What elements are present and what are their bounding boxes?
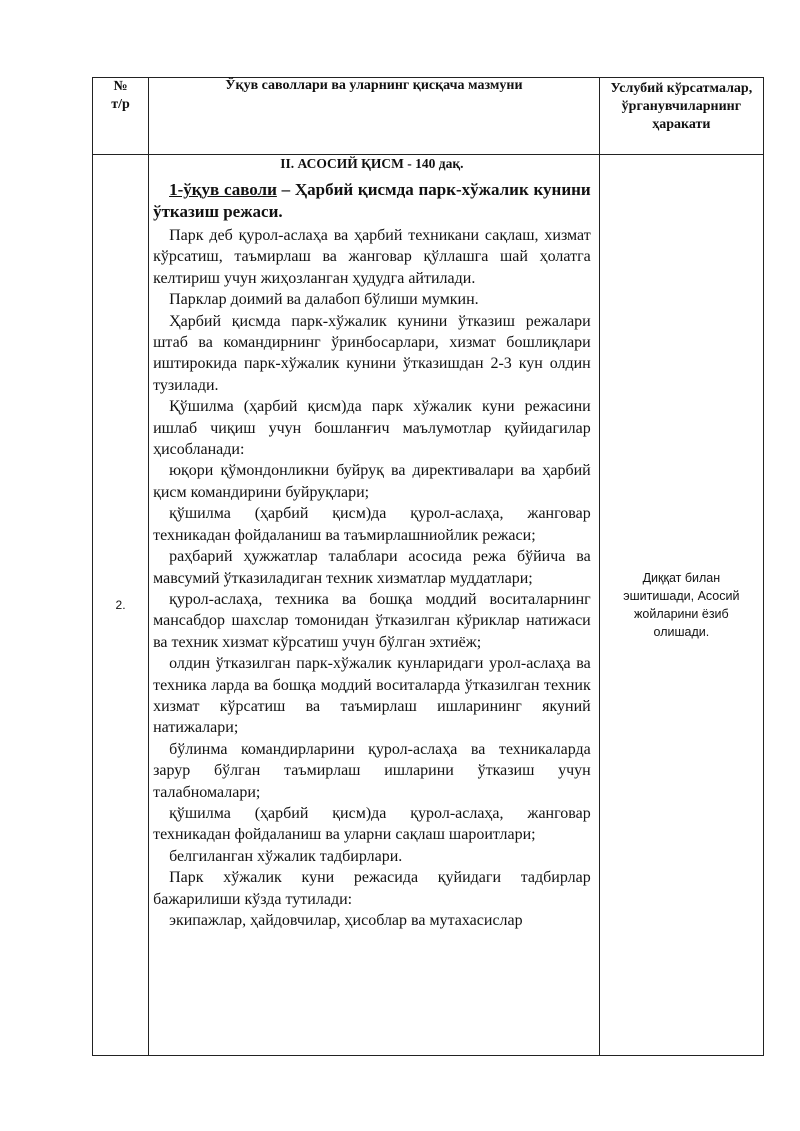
header-number-abbr: т/р — [111, 97, 130, 112]
list-item: қурол-аслаҳа, техника ва бошқа моддий воситаларнинг мансабдор шахслар томонидан ўтказилган кўриклар натижаси ва техник хизмат кўрсатиш учун бўлган эхтиёж; — [153, 590, 591, 651]
header-content: Ўқув саволлари ва уларнинг қисқача мазмуни — [149, 78, 600, 155]
content-cell — [149, 155, 600, 1056]
header-number-sign: № — [113, 79, 128, 94]
list-item: белгиланган хўжалик тадбирлари. — [169, 847, 403, 865]
paragraph: Ҳарбий қисмда парк-хўжалик кунини ўтказиш режалари штаб ва командирнинг ўринбосарлари, хизмат бошлиқлари иштирокида парк-хўжалик кунини ўтказишдан 2-3 кун олдин тузилади. — [153, 312, 591, 394]
method-note: Диққат билан эшитишади, Асосий жойларини ёзиб олишади. — [599, 155, 763, 1056]
header-number — [93, 78, 149, 155]
question-title — [153, 179, 591, 223]
question-text: Ҳарбий қисмда парк-хўжалик кунини ўтказиш режаси. — [153, 180, 591, 221]
lesson-plan-table — [92, 77, 764, 1056]
row-number: 2. — [93, 155, 149, 1056]
list-item: қўшилма (ҳарбий қисм)да қурол-аслаҳа, жанговар техникадан фойдаланиш ва уларни сақлаш шароитлари; — [153, 804, 591, 844]
table-row — [93, 155, 764, 1056]
paragraph: Парклар доимий ва далабоп бўлиши мумкин. — [169, 291, 479, 309]
list-item: юқори қўмондонликни буйруқ ва директивалари ва ҳарбий қисм командирини буйруқлари; — [153, 462, 591, 501]
paragraph: Қўшилма (ҳарбий қисм)да парк хўжалик куни режасини ишлаб чиқиш учун бошланғич маълумотлар қуйидагилар ҳисобланади: — [153, 398, 591, 459]
table-header-row — [93, 78, 764, 155]
paragraph: Парк деб қурол-аслаҳа ва ҳарбий техникани сақлаш, хизмат кўрсатиш, таъмирлаш ва жанговар қўллашга шай ҳолатга келтириш учун жиҳозланган ҳудудга айтилади. — [153, 227, 591, 287]
section-title: II. АСОСИЙ ҚИСМ - 140 дақ. — [280, 156, 464, 171]
list-item: раҳбарий ҳужжатлар талаблари асосида режа бўйича ва мавсумий ўтказиладиган техник хизматлар муддатлари; — [153, 548, 591, 587]
header-method: Услубий кўрсатмалар, ўрганувчиларнинг ҳаракати — [599, 78, 763, 155]
list-item: олдин ўтказилган парк-хўжалик кунларидаги урол-аслаҳа ва техника ларда ва бошқа моддий воситаларда ўтказилган техник хизмат кўрсатиш ва таъмирлаш ишларининг якуний натижалари; — [153, 655, 591, 737]
list-item: қўшилма (ҳарбий қисм)да қурол-аслаҳа, жанговар техникадан фойдаланиш ва таъмирлашниойлик режаси; — [153, 505, 591, 544]
question-dash: – — [276, 180, 295, 199]
list-item: бўлинма командирларини қурол-аслаҳа ва техникаларда зарур бўлган таъмирлаш ишларини ўтказиш учун талабномалари; — [153, 740, 591, 801]
paragraph: Парк хўжалик куни режасида қуйидаги тадбирлар бажарилиши кўзда тутилади: — [153, 869, 591, 908]
question-label: 1-ўқув саволи — [169, 180, 277, 199]
list-item: экипажлар, ҳайдовчилар, ҳисоблар ва мутахасислар — [169, 912, 523, 929]
